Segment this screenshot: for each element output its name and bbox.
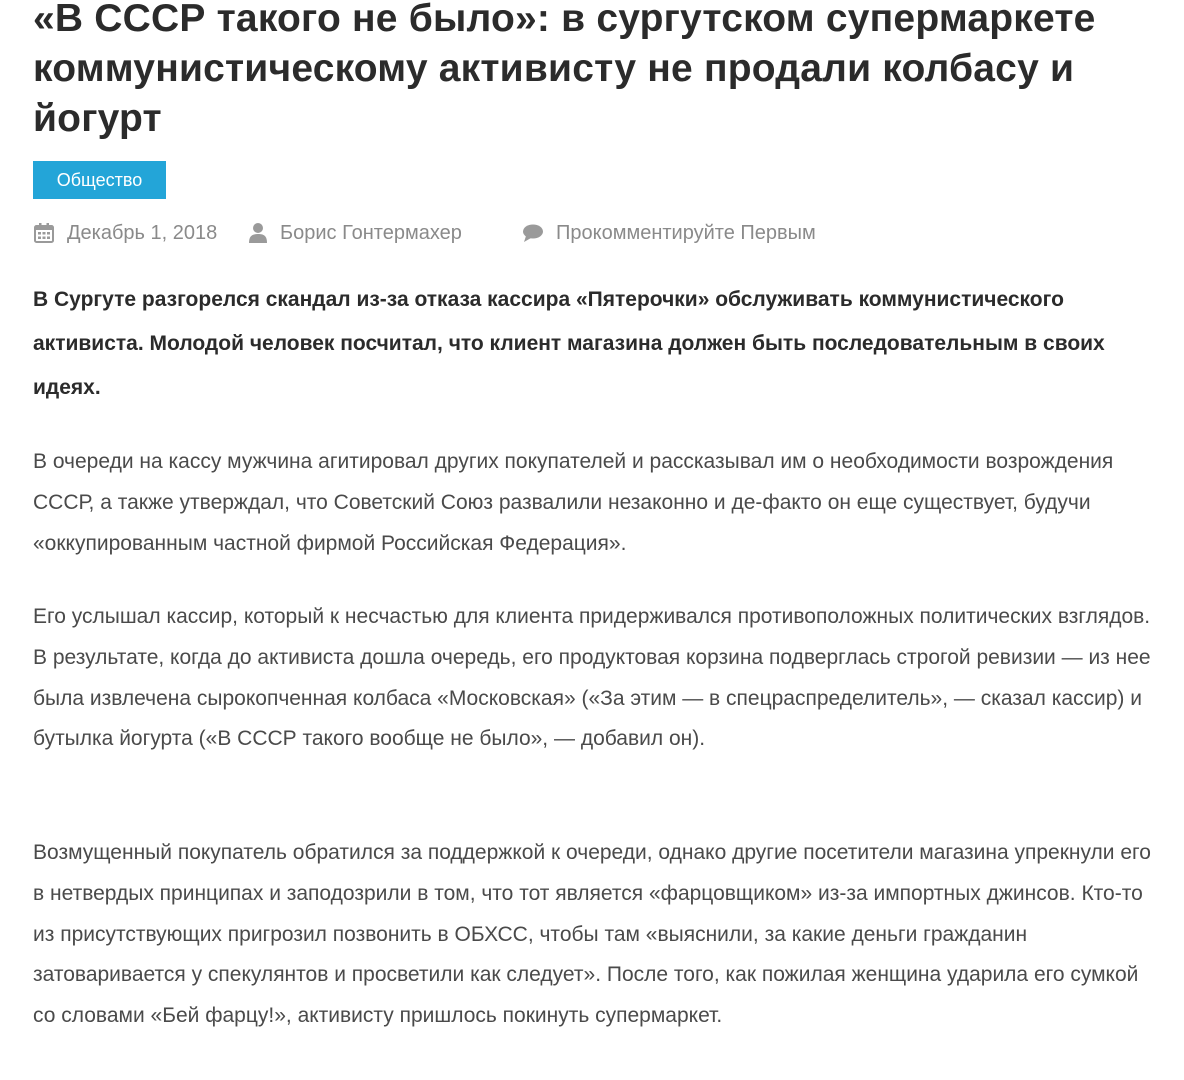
meta-date: [33, 218, 217, 248]
meta-author-text[interactable]: Борис Гонтермахер: [280, 222, 462, 244]
article-lead: В Сургуте разгорелся скандал из-за отказа кассира «Пятерочки» обслуживать коммунистического активиста. Молодой человек посчитал, что клиент магазина должен быть последовательным в своих идеях.: [33, 288, 1105, 399]
calendar-icon: [33, 222, 55, 244]
user-icon: [248, 222, 268, 244]
article-meta: [33, 218, 1158, 248]
meta-comments-text[interactable]: Прокомментируйте Первым: [556, 222, 816, 244]
article-paragraph: В очереди на кассу мужчина агитировал других покупателей и рассказывал им о необходимости возрождения СССР, а также утверждал, что Советский Союз развалили незаконно и де-факто он еще существует, будучи «оккупированным частной фирмой Российская Федерация».: [33, 450, 1114, 555]
article-paragraph: Возмущенный покупатель обратился за поддержкой к очереди, однако другие посетители магазина упрекнули его в нетвердых принципах и заподозрили в том, что тот является «фарцовщиком» из-за импортных джинсов. Кто-то из присутствующих пригрозил позвонить в ОБХСС, чтобы там «выяснили, за какие деньги гражданин затоваривается у спекулянтов и просветили как следует». После того, как пожилая женщина ударила его сумкой со словами «Бей фарцу!», активисту пришлось покинуть супермаркет.: [33, 841, 1151, 1028]
meta-date-text: Декабрь 1, 2018: [67, 222, 218, 244]
meta-comments[interactable]: [522, 218, 816, 248]
meta-author[interactable]: [248, 218, 462, 248]
article-title: «В СССР такого не было»: в сургутском супермаркете коммунистическому активисту не продали колбасу и йогурт: [33, 0, 1096, 140]
comment-icon: [522, 223, 544, 243]
category-tag[interactable]: Общество: [33, 161, 166, 199]
article-paragraph: Его услышал кассир, который к несчастью для клиента придерживался противоположных политических взглядов. В результате, когда до активиста дошла очередь, его продуктовая корзина подверглась строгой ревизии — из нее была извлечена сырокопченная колбаса «Московская» («За этим — в спецраспределитель», — сказал кассир) и бутылка йогурта («В СССР такого вообще не было», — добавил он).: [33, 605, 1151, 751]
